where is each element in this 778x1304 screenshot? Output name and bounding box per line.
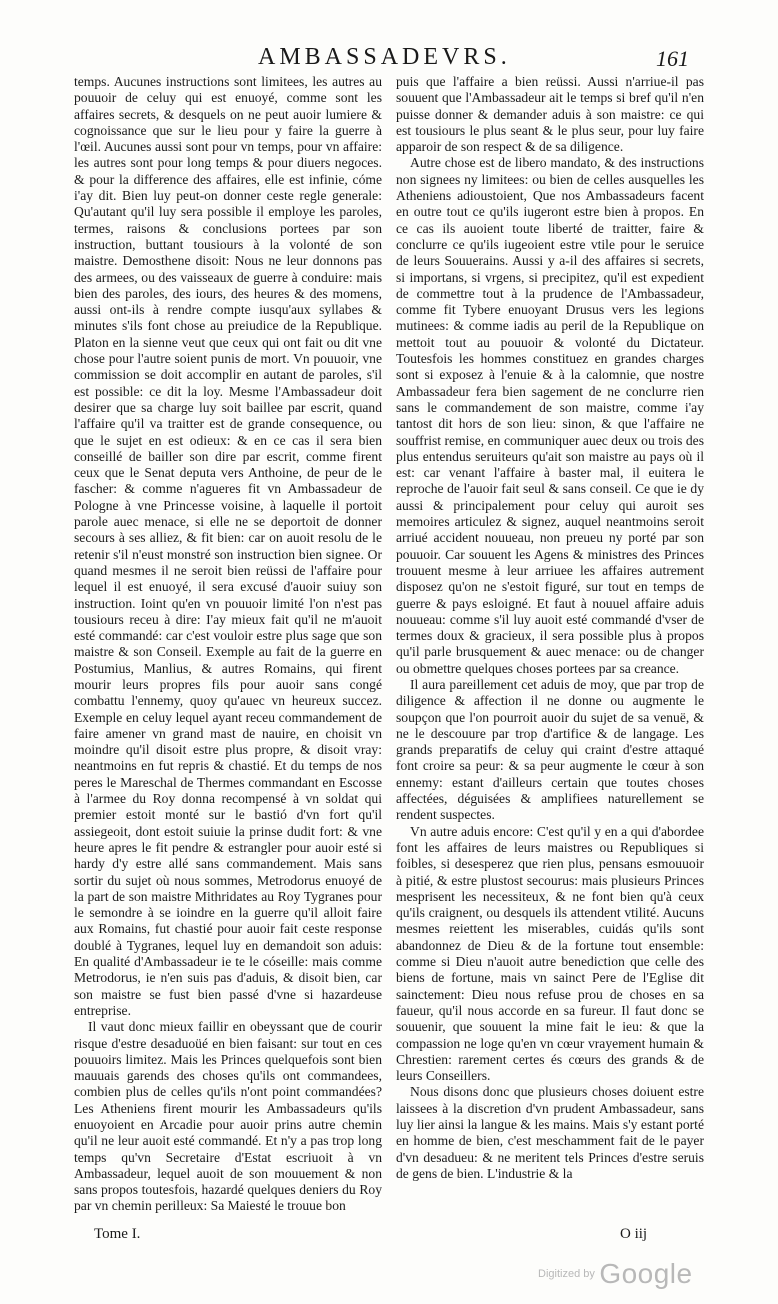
page-number: 161 — [656, 46, 689, 71]
left-column — [74, 74, 382, 1215]
signature-mark: O iij — [620, 1226, 648, 1242]
running-header — [0, 44, 778, 74]
paragraph: Autre chose est de libero mandato, & des instructions non signees ny limitees: ou bien de celles ausquelles les Atheniens adioustoient, Que nos Ambassadeurs facent en outre tout ce qu'ils iugeront estre bien à propos. En ce cas ils auoient toute liberté de traitter, faire & conclurre ce qu'ils iugeoient estre vtile pour le seruice de leurs Souuerains. Aussi y a-il des affaires si secrets, si importans, si vrgens, si precipitez, qu'il est expedient de commettre tout à la prudence de l'Ambassadeur, comme fit Tybere enuoyant Drusus vers les legions mutinees: & comme iadis au peril de la Republique on mettoit tout au pouuoir & volonté du Dictateur. Toutesfois les hommes constituez en grandes charges sont si exposez à l'enuie & à la calomnie, que nostre Ambassadeur fera bien sagement de ne conclurre rien sans le commandement de son maistre, comme i'ay tantost dit hors de son lieu: sinon, & que l'affaire ne souffrist remise, en communiquer auec deux ou trois des plus entendus seruiteurs qu'ait son maistre au pays où il est: car venant l'affaire à baster mal, il euitera le reproche de l'auoir fait seul & sans conseil. Ce que ie dy aussi & principalement pour celuy qui auroit ses memoires articulez & signez, auquel neantmoins seroit arriué accident nouueau, non preueu ny porté par son pouuoir. Car souuent les Agens & ministres des Princes trouuent mesme à leur arriuee les affaires autrement disposez qu'on ne s'estoit figuré, sur tout en temps de guerre & pays esloigné. Et faut à nouuel affaire aduis nouueau: comme s'il luy auoit esté commandé d'vser de termes doux & gracieux, il sera possible plus à propos qu'il parle brusquement & auec menace: ou de changer ou obmettre quelques choses portees par sa creance. — [396, 155, 704, 676]
watermark-prefix: Digitized by — [538, 1268, 595, 1280]
paragraph: puis que l'affaire a bien reüssi. Aussi n'arriue-il pas souuent que l'Ambassadeur ait le temps si bref qu'il n'en puisse donner & demander aduis à son maistre: ce qui est tousiours le plus seant & le plus seur, pour luy faire apparoir de son respect & de sa diligence. — [396, 74, 704, 155]
right-column — [396, 74, 704, 1182]
google-logo: Google — [599, 1258, 693, 1289]
volume-label: Tome I. — [94, 1226, 141, 1242]
running-title: AMBASSADEVRS. — [258, 44, 511, 70]
paragraph: temps. Aucunes instructions sont limitees, les autres au pouuoir de celuy qui est enuoyé, comme sont les affaires secrets, & desquels on ne peut auoir lumiere & cognoissance que sur le lieu pour y faire la guerre à l'œil. Aucunes aussi sont pour vn temps, pour vn affaire: les autres sont pour long temps & pour diuers negoces. & pour la difference des affaires, elle est infinie, cóme i'ay dit. Bien luy peut-on donner ceste regle generale: Qu'autant qu'il luy sera possible il employe les paroles, termes, raisons & conclusions portees par son instruction, buttant tousiours à la volonté de son maistre. Demosthene disoit: Nous ne leur donnons pas des armees, ou des vaisseaux de guerre à conduire: mais bien des paroles, des iours, des heures & des momens, aussi ont-ils à rendre compte iusqu'aux syllabes & minutes s'ils font chose au preiudice de la Republique. Platon en la sienne veut que ceux qui ont fait ou dit vne chose pour l'autre soient punis de mort. Vn pouuoir, vne commission se doit accomplir en autant de paroles, s'il est possible: ce dit la loy. Mesme l'Ambassadeur doit desirer que sa charge luy soit baillee par escrit, quand l'affaire qu'il va traitter est de grande consequence, ou que le sujet en est odieux: & en ce cas il sera bien conseillé de bailler son dire par escrit, comme firent ceux que le Senat deputa vers Anthoine, de peur de le fascher: & comme n'agueres fit vn Ambassadeur de Pologne à vne Princesse voisine, à laquelle il portoit parole auec menace, si elle ne se deportoit de donner secours à ses alliez, & fit bien: car on auoit resolu de le retenir s'il n'eust monstré son instruction bien signee. Or quand mesmes il ne seroit bien reüssi de l'affaire pour lequel il est enuoyé, il sera excusé d'auoir suiuy son instruction. Ioint qu'en vn pouuoir limité l'on n'est pas tousiours receu à dire: I'ay mieux fait qu'il ne m'auoit esté commandé: car c'est vouloir estre plus sage que son maistre & son Conseil. Exemple au fait de la guerre en Postumius, Manlius, & autres Romains, qui firent mourir leurs propres fils pour auoir sans congé combattu l'ennemy, quoy qu'auec vn heureux succez. Exemple en celuy lequel ayant receu commandement de faire amener vn grand mast de nauire, en choisit vn moindre qu'il disoit estre plus propre, & disoit vray: neantmoins en fut repris & chastié. Et du temps de nos peres le Mareschal de Thermes commandant en Escosse à l'armee du Roy donna recompensé à vn soldat qui premier estoit monté sur le bastió d'vn fort qu'il assiegeoit, dont estoit suiuie la prinse dudit fort: & vne heure apres le fit pendre & estrangler pour auoir esté si hardy d'y estre allé sans commandement. Mais sans sortir du sujet où nous sommes, Metrodorus enuoyé de la part de son maistre Mithridates au Roy Tygranes pour le semondre à se ioindre en la guerre qu'il alloit faire aux Romains, fut chastié pour auoir fait ceste response doublé à Tygranes, lequel luy en demandoit son aduis: En qualité d'Ambassadeur ie te le cóseille: mais comme Metrodorus, ie n'en suis pas d'aduis, & disoit bien, car son maistre se fust bien passé d'vne si hazardeuse entreprise. — [74, 74, 382, 1018]
paragraph: Vn autre aduis encore: C'est qu'il y en a qui d'abordee font les affaires de leurs maistres ou Republiques si foibles, si desesperez que rien plus, pensans esmouuoir à pitié, & estre plustost secourus: mais plusieurs Princes mesprisent les necessiteux, & ne font bien qu'à ceux qu'ils craignent, ou desquels ils attendent vtilité. Aucuns mesmes reiettent les miserables, cuidás qu'ils sont abandonnez de Dieu & de la fortune tout ensemble: comme si Dieu n'auoit autre benediction que celle des biens de fortune, mais vn sainct Pere de l'Eglise dit sainctement: Dieu nous refuse prou de choses en sa faueur, qu'il nous accorde en sa fureur. Il faut donc se souuenir, que souuent la mine fait le ieu: & que la compassion ne loge qu'en vn cœur vrayement humain & Chrestien: rarement certes és cœurs des grands & de leurs Conseillers. — [396, 823, 704, 1084]
digitized-watermark — [538, 1258, 693, 1290]
paragraph: Nous disons donc que plusieurs choses doiuent estre laissees à la discretion d'vn prudent Ambassadeur, sans luy lier ainsi la langue & les mains. Mais s'y estant porté en homme de bien, c'est meschamment fait de le payer d'vn desadueu: & ne meritent tels Princes d'estre seruis de gens de bien. L'industrie & la — [396, 1084, 704, 1181]
paragraph: Il aura pareillement cet aduis de moy, que par trop de diligence & affection il ne donne ou augmente le soupçon que l'on pourroit auoir du sujet de sa venuë, & ne le descouure par trop d'artifice & de langage. Les grands preparatifs de celuy qui craint d'estre attaqué font croire sa peur: & sa peur augmente le cœur à son ennemy: estant d'ailleurs certain que toutes choses affectées, déguisées & amplifiees naturellement se rendent suspectes. — [396, 676, 704, 823]
paragraph: Il vaut donc mieux faillir en obeyssant que de courir risque d'estre desaduoüé en bien faisant: sur tout en ces pouuoirs limitez. Mais les Princes quelquefois sont bien mauuais garends des choses qu'ils ont commandees, combien plus de celles qu'ils n'ont point commandées? Les Atheniens firent mourir les Ambassadeurs qu'ils enuoyoient en Arcadie pour auoir prins autre chemin qu'il ne leur auoit esté commandé. Et n'y a pas trop long temps qu'vn Secretaire d'Estat escriuoit à vn Ambassadeur, lequel auoit de son mouuement & non sans propos toutesfois, hazardé quelques deniers du Roy par vn chemin perilleux: Sa Maiesté le trouue bon — [74, 1019, 382, 1214]
